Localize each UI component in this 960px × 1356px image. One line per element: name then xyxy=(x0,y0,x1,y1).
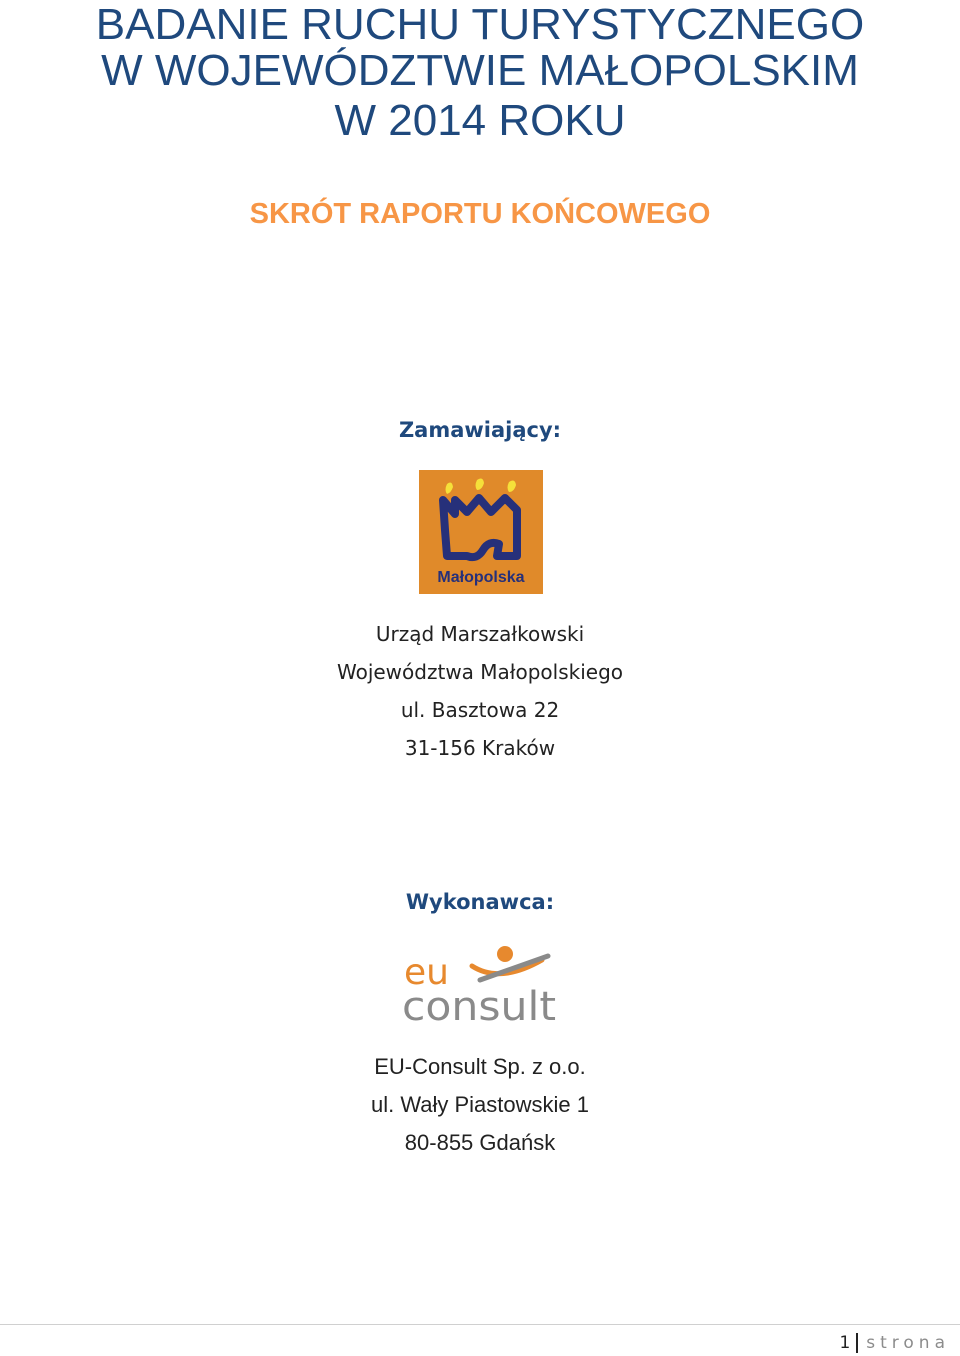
page-number: 1 xyxy=(839,1333,851,1353)
contractor-label: Wykonawca: xyxy=(405,890,555,914)
eu-consult-logo xyxy=(400,940,560,1026)
malopolska-logo xyxy=(419,470,543,594)
page-word: strona xyxy=(866,1333,950,1353)
title-line-3: W 2014 ROKU xyxy=(334,96,626,145)
eu-consult-logo-text-consult: consult xyxy=(402,984,556,1026)
malopolska-logo-text: Małopolska xyxy=(437,569,525,586)
client-address-line-2: Województwa Małopolskiego xyxy=(336,660,623,684)
client-address-line-3: ul. Basztowa 22 xyxy=(400,698,560,722)
report-subtitle: SKRÓT RAPORTU KOŃCOWEGO xyxy=(249,198,711,230)
contractor-address-line-3: 80-855 Gdańsk xyxy=(404,1130,556,1155)
eu-consult-logo-text-eu: eu xyxy=(404,952,449,993)
contractor-address-line-1: EU-Consult Sp. z o.o. xyxy=(374,1054,586,1079)
client-address-line-1: Urząd Marszałkowski xyxy=(375,622,585,646)
contractor-address-line-2: ul. Wały Piastowskie 1 xyxy=(370,1092,590,1117)
footer-separator xyxy=(856,1333,858,1353)
title-line-2: W WOJEWÓDZTWIE MAŁOPOLSKIM xyxy=(101,46,859,95)
client-address-line-4: 31-156 Kraków xyxy=(404,736,556,760)
eu-consult-logo-dot xyxy=(497,946,513,962)
title-line-1: BADANIE RUCHU TURYSTYCZNEGO xyxy=(95,0,865,49)
eu-consult-logo-swoosh-gray xyxy=(480,956,548,980)
footer-divider xyxy=(0,1324,960,1325)
page-footer xyxy=(839,1331,950,1355)
client-label: Zamawiający: xyxy=(398,418,562,442)
